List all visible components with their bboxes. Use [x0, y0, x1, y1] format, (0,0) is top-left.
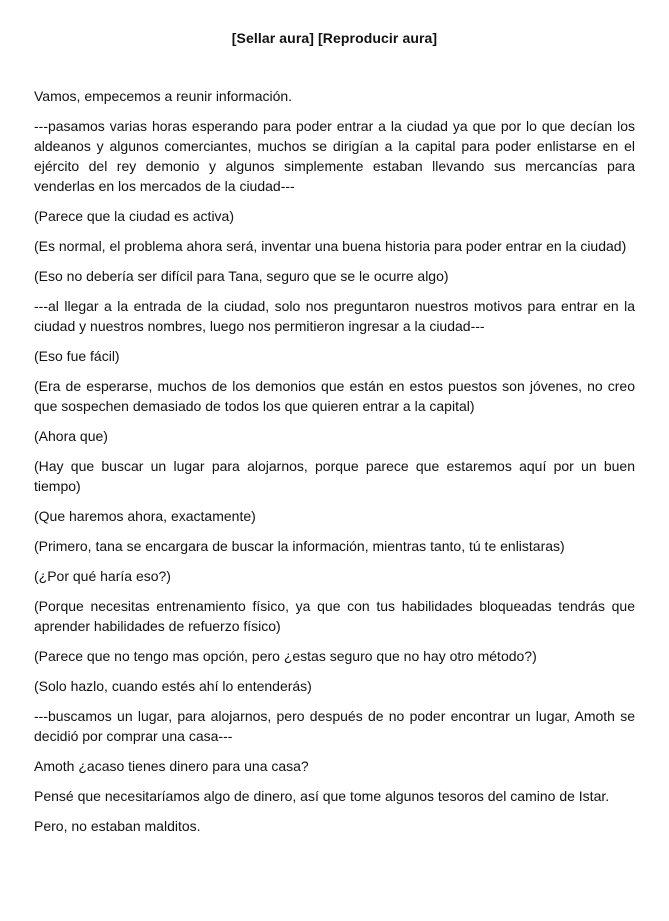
paragraph: (Eso fue fácil): [34, 348, 120, 364]
paragraph: Pensé que necesitaríamos algo de dinero, así que tome algunos tesoros del camino de Istar.: [34, 788, 610, 804]
paragraph: (Hay que buscar un lugar para alojarnos, porque parece que estaremos aquí por un buen tiempo): [34, 458, 635, 494]
paragraph: (Parece que la ciudad es activa): [34, 208, 234, 224]
paragraph: (Que haremos ahora, exactamente): [34, 508, 256, 524]
paragraph: (Eso no debería ser difícil para Tana, seguro que se le ocurre algo): [34, 268, 449, 284]
paragraph: Amoth ¿acaso tienes dinero para una casa?: [34, 758, 309, 774]
document-title: [Sellar aura] [Reproducir aura]: [231, 30, 438, 46]
paragraph: (¿Por qué haría eso?): [34, 568, 171, 584]
paragraph: (Ahora que): [34, 428, 108, 444]
paragraph: Vamos, empecemos a reunir información.: [34, 88, 293, 104]
paragraph: ---al llegar a la entrada de la ciudad, solo nos preguntaron nuestros motivos para entrar en la ciudad y nuestros nombres, luego nos permitieron ingresar a la ciudad---: [34, 298, 635, 334]
paragraph: Pero, no estaban malditos.: [34, 818, 201, 834]
paragraph: (Solo hazlo, cuando estés ahí lo entenderás): [34, 678, 312, 694]
paragraph: (Es normal, el problema ahora será, inventar una buena historia para poder entrar en la ciudad): [34, 238, 627, 254]
paragraph: (Parece que no tengo mas opción, pero ¿estas seguro que no hay otro método?): [34, 648, 537, 664]
document-body: [34, 86, 635, 836]
paragraph: (Primero, tana se encargara de buscar la información, mientras tanto, tú te enlistaras): [34, 538, 565, 554]
paragraph: ---buscamos un lugar, para alojarnos, pero después de no poder encontrar un lugar, Amoth se decidió por comprar una casa---: [34, 708, 635, 744]
paragraph: (Porque necesitas entrenamiento físico, ya que con tus habilidades bloqueadas tendrás que aprender habilidades de refuerzo físico): [34, 598, 635, 634]
paragraph: (Era de esperarse, muchos de los demonios que están en estos puestos son jóvenes, no creo que sospechen demasiado de todos los que quieren entrar a la capital): [34, 378, 635, 414]
paragraph: ---pasamos varias horas esperando para poder entrar a la ciudad ya que por lo que decían los aldeanos y algunos comerciantes, muchos se dirigían a la capital para poder enlistarse en el ejército del rey demonio y algunos simplemente estaban llevando sus mercancías para venderlas en los mercados de la ciudad---: [34, 118, 635, 194]
